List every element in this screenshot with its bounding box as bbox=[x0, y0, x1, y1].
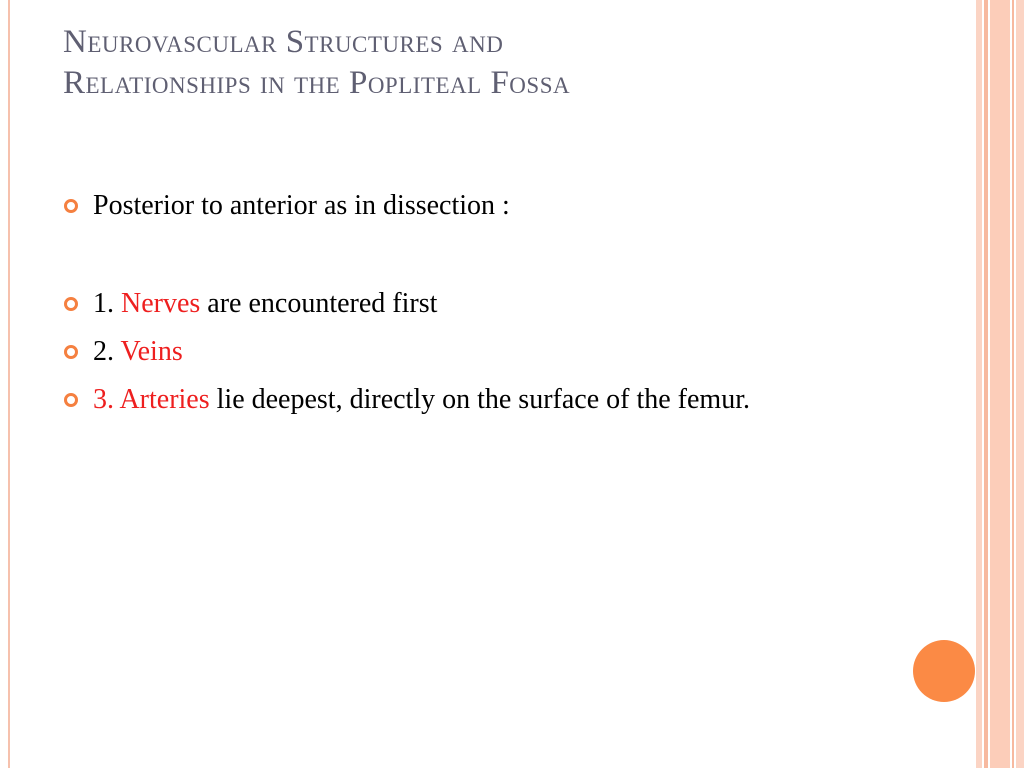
bullet-item bbox=[63, 284, 863, 324]
left-border-line bbox=[8, 0, 10, 768]
bullet-highlight: Veins bbox=[120, 336, 183, 367]
slide-title bbox=[63, 22, 943, 104]
decorative-stripe bbox=[984, 0, 988, 768]
decorative-stripe bbox=[1016, 0, 1024, 768]
bullet-highlight: Nerves bbox=[121, 288, 201, 319]
title-line-2: Relationships in the Popliteal Fossa bbox=[63, 65, 571, 101]
bullet-item bbox=[63, 380, 863, 420]
title-line-1: Neurovascular Structures and bbox=[63, 24, 504, 60]
bullet-circle-icon bbox=[64, 393, 78, 407]
bullet-text: Posterior to anterior as in dissection : bbox=[93, 190, 510, 221]
bullet-item bbox=[63, 186, 863, 226]
bullet-list bbox=[63, 186, 863, 420]
decorative-stripe bbox=[976, 0, 982, 768]
bullet-rest: are encountered first bbox=[200, 288, 438, 319]
bullet-rest: lie deepest, directly on the surface of the femur. bbox=[209, 384, 750, 415]
bullet-circle-icon bbox=[64, 297, 78, 311]
orange-circle-icon bbox=[913, 640, 975, 702]
bullet-item bbox=[63, 332, 863, 372]
bullet-prefix: 2. bbox=[93, 336, 121, 367]
bullet-circle-icon bbox=[64, 199, 78, 213]
bullet-circle-icon bbox=[64, 345, 78, 359]
bullet-prefix: 1. bbox=[93, 288, 121, 319]
bullet-highlight: 3. Arteries bbox=[93, 384, 210, 415]
decorative-stripe bbox=[1012, 0, 1014, 768]
decorative-stripe bbox=[990, 0, 1010, 768]
